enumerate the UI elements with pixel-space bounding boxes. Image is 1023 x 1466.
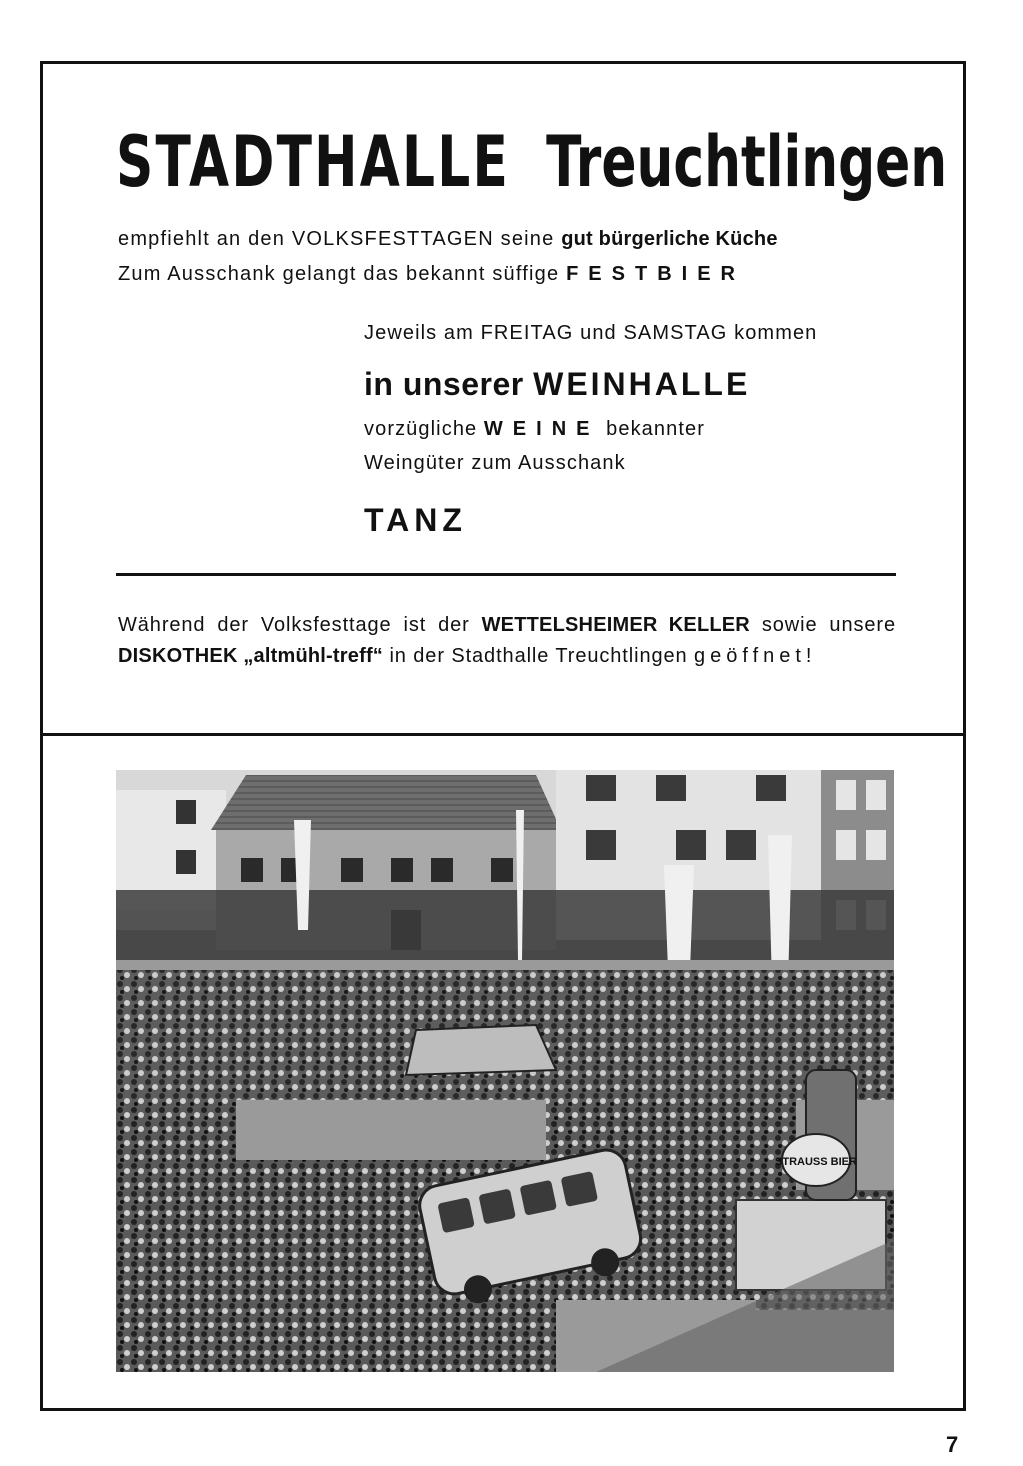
page-number: 7	[946, 1432, 959, 1457]
weinhalle-heading	[364, 366, 750, 403]
kitchen-line-bold: gut bürgerliche Küche	[561, 228, 778, 250]
weinhalle-heading-strong: WEINHALLE	[533, 366, 751, 402]
festival-photo-illustration	[116, 770, 894, 1372]
kitchen-line-text: empfiehlt an den VOLKSFESTTAGEN seine	[118, 228, 562, 250]
kitchen-line	[118, 228, 778, 251]
festival-photo	[116, 770, 894, 1372]
opening-paragraph	[118, 610, 896, 672]
weinhalle-heading-pre: in unserer	[364, 366, 534, 402]
geoeffnet-word: geöffnet!	[694, 645, 817, 667]
weekend-line: Jeweils am FREITAG und SAMSTAG kommen	[364, 322, 818, 344]
section-rule	[116, 573, 896, 576]
beer-line	[118, 263, 745, 286]
para-text-3: in der Stadthalle Treuchtlingen	[383, 645, 694, 667]
title-town: Treuchtlingen	[546, 121, 948, 203]
keller-name: WETTELSHEIMER KELLER	[481, 614, 750, 636]
festbier-label: FESTBIER	[566, 263, 745, 285]
wine-line-post: bekannter	[599, 418, 705, 440]
para-text-2: sowie unsere	[749, 614, 896, 636]
wine-line-pre: vorzügliche	[364, 418, 484, 440]
ad-title	[116, 112, 948, 212]
title-stadthalle: STADTHALLE	[116, 121, 511, 203]
tanz-heading: TANZ	[364, 502, 467, 538]
weine-label: WEINE	[483, 418, 600, 440]
frame-divider	[40, 733, 966, 736]
wineries-line: Weingüter zum Ausschank	[364, 452, 626, 474]
photo-beer-sign: STRAUSS BIER	[775, 1156, 857, 1168]
beer-line-text: Zum Ausschank gelangt das bekannt süffige	[118, 263, 567, 285]
diskothek-name: DISKOTHEK „altmühl-treff“	[118, 645, 383, 667]
wine-line	[364, 418, 705, 441]
para-text-1: Während der Volksfesttage ist der	[118, 614, 482, 636]
